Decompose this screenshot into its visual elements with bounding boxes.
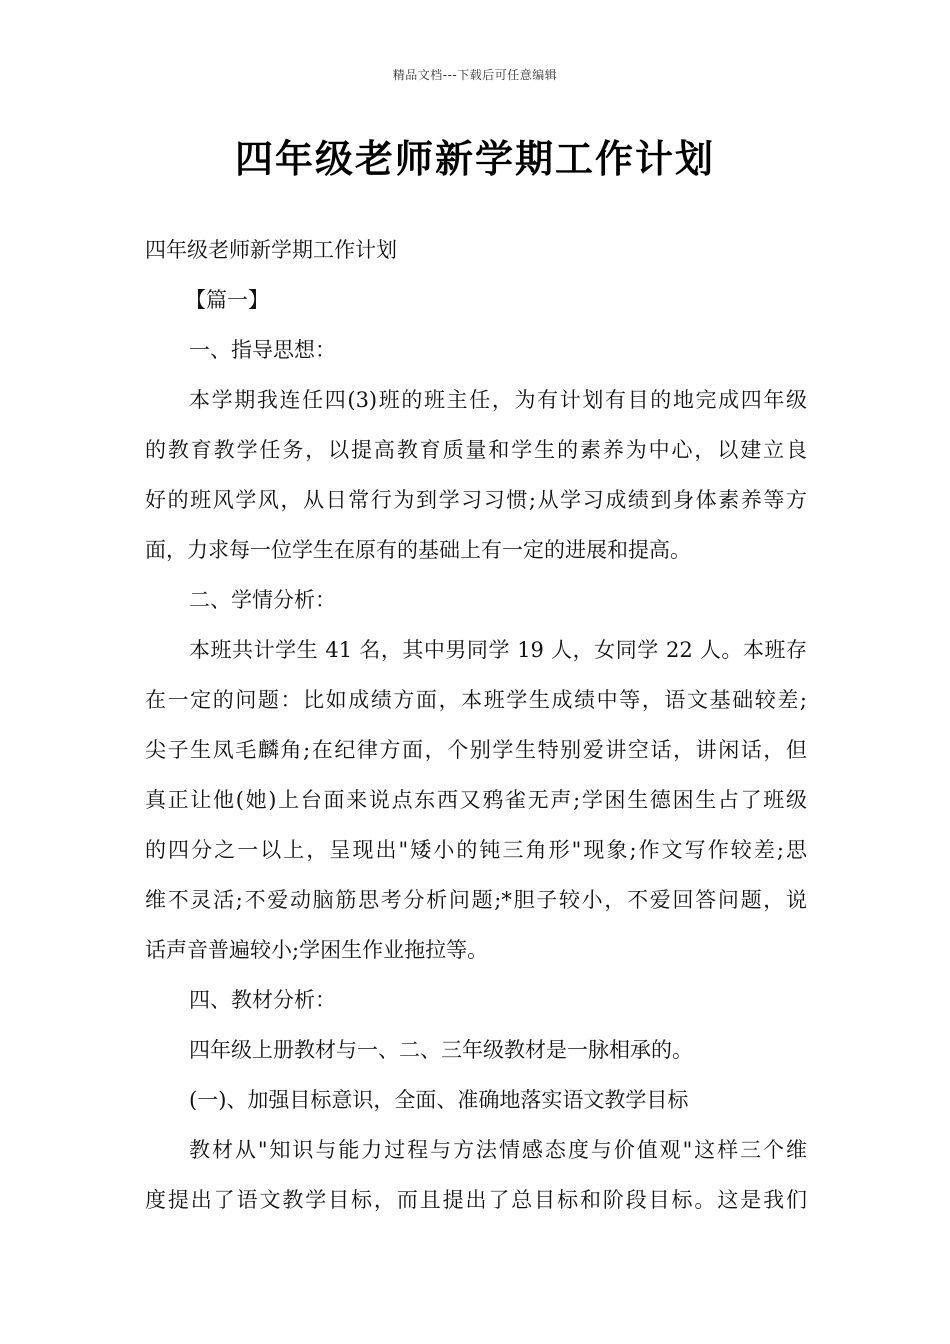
text-line: 度提出了语文教学目标，而且提出了总目标和阶段目标。这是我们 [145,1188,807,1212]
text-line: 教材从"知识与能力过程与方法情感态度与价值观"这样三个维 [189,1138,807,1162]
document-body [145,225,807,1225]
text-line: 四年级老师新学期工作计划 [145,238,397,262]
text-line: 本学期我连任四(3)班的班主任，为有计划有目的地完成四年级 [189,388,807,412]
section-heading: 一、指导思想： [189,338,336,362]
text-line: 四年级上册教材与一、二、三年级教材是一脉相承的。 [189,1038,693,1062]
section-heading: 二、学情分析： [189,588,336,612]
text-line: 真正让他(她)上台面来说点东西又鸦雀无声;学困生德困生占了班级 [145,788,807,812]
text-line: 在一定的问题：比如成绩方面，本班学生成绩中等，语文基础较差; [145,688,807,712]
document-title: 四年级老师新学期工作计划 [234,137,715,181]
text-line: 尖子生凤毛麟角;在纪律方面，个别学生特别爱讲空话，讲闲话，但 [145,738,807,762]
text-line: 【篇一】 [185,288,269,312]
section-heading: 四、教材分析： [189,988,336,1012]
text-line: 面，力求每一位学生在原有的基础上有一定的进展和提高。 [145,538,691,562]
text-line: 话声音普遍较小;学困生作业拖拉等。 [145,938,489,962]
text-line: 维不灵活;不爱动脑筋思考分析问题;*胆子较小，不爱回答问题，说 [145,888,807,912]
subsection-heading: (一)、加强目标意识，全面、准确地落实语文教学目标 [189,1088,689,1112]
header-note: 精品文档---下载后可任意编辑 [392,68,558,82]
text-line: 本班共计学生 41 名，其中男同学 19 人，女同学 22 人。本班存 [189,638,807,662]
text-line: 好的班风学风，从日常行为到学习习惯;从学习成绩到身体素养等方 [145,488,807,512]
text-line: 的教育教学任务，以提高教育质量和学生的素养为中心，以建立良 [145,438,807,462]
text-line: 的四分之一以上，呈现出"矮小的钝三角形"现象;作文写作较差;思 [145,838,807,862]
